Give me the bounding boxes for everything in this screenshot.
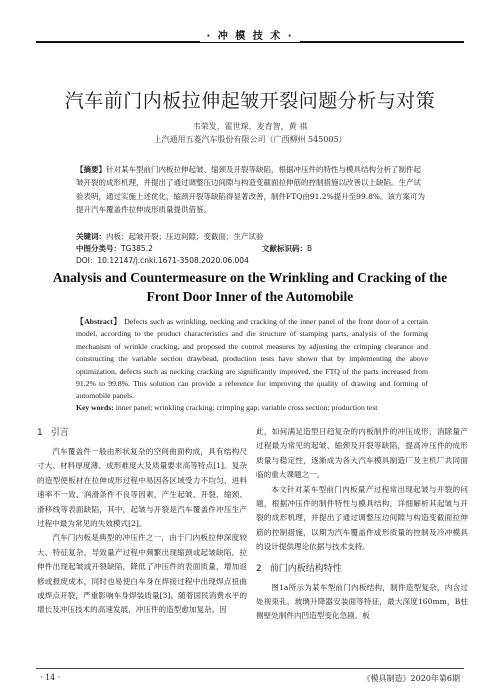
right-column <box>256 425 468 624</box>
doi-value: 10.12147/j.cnki.1671-3508.2020.06.004 <box>97 256 249 265</box>
section-1-paragraph: 本文针对某车型前门内板量产过程常出现起皱与开裂的问题，根据冲压件的制件特性与模具结构，详细解析其起皱与开裂的成形机理，并提出了通过调整压边间隙与构造变截面拉伸筋的控制措施，以期为汽车覆盖件成形质量的控制及冷冲模具的设计提供理论依据与技术支持。 <box>256 484 468 552</box>
classification-number <box>76 243 153 254</box>
abstract-en-label: 【Abstract】 <box>76 317 122 326</box>
keywords-cn <box>76 231 264 242</box>
keywords-en-text: inner panel; wrinkling cracking; crimping gap; variable cross section; production test <box>115 403 378 412</box>
article-title-en: Analysis and Countermeasure on the Wrinkling and Cracking of the Front Door Inner of the Automobile <box>52 270 448 304</box>
affiliation: 上汽通用五菱汽车股份有限公司（广西柳州 545005） <box>153 135 347 144</box>
journal-citation: 《模具制造》2020年第6期 <box>362 674 460 683</box>
doi-label: DOI： <box>76 256 98 265</box>
section-2-paragraph: 图1a所示为某车型前门内板结构，制件造型复杂，内含过处视束孔，玻璃升降器安装面等特征，最大深度160mm，B柱侧壁处制件内凹造型变化急剧。板 <box>256 582 468 621</box>
article-title-cn: 汽车前门内板拉伸起皱开裂问题分析与对策 <box>64 90 436 112</box>
abstract-en-text: Defects such as wrinkling, necking and cracking of the inner panel of the front door of a certain model, according to the product characteristics and die structure of stamping parts, analysis of the forming mechanism of wrinkle cracking, and proposed the control measures by adjusting the crimping clearance and constructing the variable section drawbead, production tests have shown that by implementing the above optimization, defects such as necking cracking are significantly improved, the FTQ of the parts increased from 91.2% to 99.8%. This solution can provide a reference for improving the quality of drawing and forming of automobile panels. <box>76 317 429 401</box>
section-2-heading <box>256 561 468 577</box>
section-2-number: 2 <box>256 563 262 574</box>
continued-paragraph: 此，如何满足造型日趋复杂的内板制件的冲压成形，消除量产过程最为常见的起皱、缩颈及开裂等缺陷，提高冲压件的成形质量与稳定性，逐渐成为各大汽车模具制造厂及主机厂共同面临的重大课题之一。 <box>256 427 468 480</box>
classification-label: 中图分类号： <box>76 244 121 253</box>
section-header-label: · 冲 模 技 术 · <box>200 31 299 42</box>
abstract-en <box>76 316 428 403</box>
section-1-number: 1 <box>37 428 43 438</box>
page-number: · 14 · <box>40 673 61 682</box>
keywords-en-label: Key words: <box>76 403 114 412</box>
abstract-cn-label: 【摘要】 <box>76 165 106 174</box>
section-header <box>0 27 500 42</box>
abstract-cn-text: 针对某车型前门内板拉伸起皱、缩颈及开裂等缺陷，根据冲压件的特性与模具结构分析了制件起皱开裂的成形机理，并提出了通过调整压边间隙与构造变截面拉伸筋的控制措施以改善以上缺陷。生产试验表明，通过实施上述优化，缩颈开裂等缺陷得显著改善，制件FTQ由91.2%提升至99.8%。该方案可为提升汽车覆盖件拉伸成形质量提供借鉴。 <box>76 165 426 215</box>
keywords-en <box>76 403 428 412</box>
section-1-heading <box>37 425 247 441</box>
doi <box>76 255 249 266</box>
authors: 韦荣发，霍世琛，麦育智，黄 祺 <box>192 122 308 131</box>
footer-rule <box>36 668 464 669</box>
classification-value: TG385.2 <box>121 244 153 253</box>
section-1-title: 引言 <box>50 428 69 438</box>
abstract-cn <box>76 163 428 217</box>
section-1-paragraph: 汽车门内板是典型的冲压件之一，由于门内板拉伸深度较大、特征复杂，导致量产过程中频繁出现缩颈或起皱缺陷。拉伸件出现起皱或开裂缺陷，降低了冲压件的表面质量，增加返修或报废成本，同时也易使白车身在焊接过程中出现焊点扭曲或焊点开裂，严重影响车身焊装质量[3]。随着国民消费水平的增长及冲压技术的高速发展，冲压件的造型愈加复杂。因 <box>37 533 247 615</box>
doc-code-value: B <box>307 244 313 253</box>
section-1-paragraph: 汽车覆盖件一般由形状复杂的空间曲面构成，具有结构尺寸大、材料厚度薄、成形难度大及质量要求高等特点[1]。复杂的造型使板材在拉伸成形过程中易因各区域受力不均匀、进料速率不一致、润滑条件不良等因素，产生起皱、开裂、缩颈、滑移线等表面缺陷，其中，起皱与开裂是汽车覆盖件冲压生产过程中最为常见的失效模式[2]。 <box>37 447 247 529</box>
left-column <box>37 425 247 618</box>
keywords-cn-label: 关键词： <box>76 232 106 241</box>
document-code <box>262 243 312 254</box>
section-2-title: 前门内板结构特性 <box>269 563 342 574</box>
doc-code-label: 文献标识码： <box>262 244 307 253</box>
keywords-cn-text: 内板；起皱开裂；压边间隙；变截面；生产试验 <box>106 232 264 241</box>
